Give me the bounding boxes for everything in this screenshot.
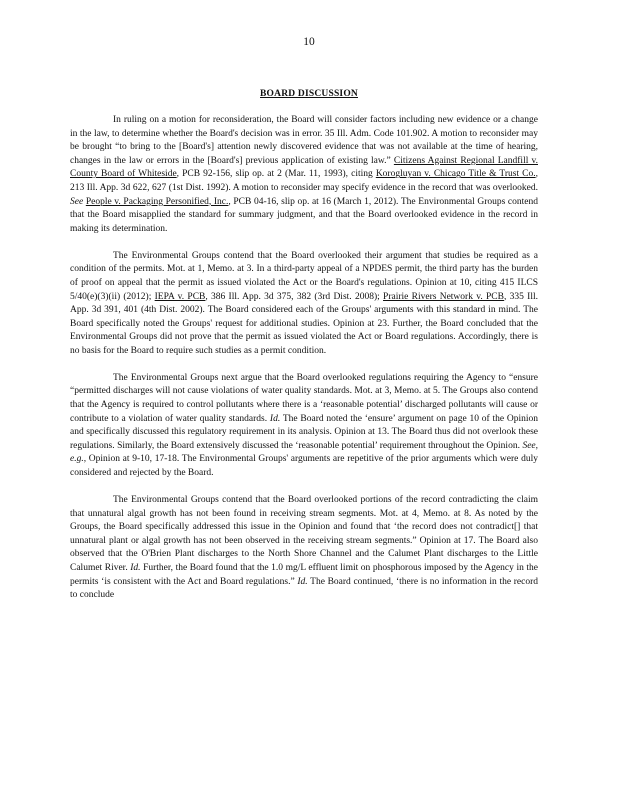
page-number: 10 (303, 36, 315, 48)
body-paragraph (70, 250, 538, 359)
section-heading-text: BOARD DISCUSSION (260, 89, 358, 99)
body-paragraph (70, 372, 538, 481)
case-citation: Korogluyan v. Chicago Title & Trust Co. (375, 169, 536, 180)
paragraph-text: Further, the Board found that the 1.0 mg/L effluent limit on phosphorous imposed by the Agency in the permits ‘is consistent with the Act and Board regulations.” (70, 562, 538, 587)
paragraph-text: , 386 Ill. App. 3d 375, 382 (3rd Dist. 2008); (205, 291, 384, 302)
paragraph-text: The Environmental Groups contend that the Board overlooked their argument that studies be required as a condition of the permits. Mot. at 1, Memo. at 3. In a third-party appeal of a NPDES permit, the third party has the burden of proof on appeal that the permit as issued violated the Act or the Board's regulations. Opinion at 10, citing 415 ILCS 5/40(e)(3)(ii) (2012); (70, 250, 538, 302)
paragraph-text: , PCB 04-16, slip op. at 16 (March 1, 2012). The Environmental Groups contend that the Board misapplied the standard for summary judgment, and that the Board overlooked evidence in the record in making its determination. (70, 196, 539, 234)
case-citation: Citizens Against Regional Landfill v. County Board of Whiteside (70, 155, 538, 180)
paragraph-text: , 213 Ill. App. 3d 622, 627 (1st Dist. 1992). A motion to reconsider may specify evidence in the record that was overlooked. (70, 169, 538, 193)
signal-word: See (70, 196, 84, 207)
document-body (70, 114, 538, 616)
paragraph-text: The Environmental Groups contend that the Board overlooked portions of the record contradicting the claim that unnatural algal growth has not been found in receiving stream segments. Mot. at 4, Memo. at 8. As noted by the Groups, the Board specifically addressed this issue in the Opinion and found that ‘the record does not contradict[] that unnatural plant or algal growth has not been observed in the receiving stream segments.” Opinion at 17. The Board also observed that the O'Brien Plant discharges to the North Shore Channel and the Calumet Plant discharges to the Little Calumet River. (70, 495, 538, 573)
body-paragraph (70, 114, 538, 236)
case-citation: People v. Packaging Personified, Inc. (85, 196, 229, 207)
signal-word: See, e.g., (70, 440, 538, 465)
paragraph-text: The Board continued, ‘there is no information in the record to conclude (70, 576, 538, 601)
signal-word: Id. (297, 576, 308, 587)
case-citation: IEPA v. PCB (154, 291, 206, 302)
body-paragraph (70, 494, 538, 603)
case-citation: Prairie Rivers Network v. PCB (383, 291, 504, 302)
signal-word: Id. (130, 562, 141, 573)
paragraph-text: Opinion at 9-10, 17-18. The Environmental Groups' arguments are repetitive of the prior arguments which were duly considered and rejected by the Board. (70, 454, 538, 479)
paragraph-text: , 335 Ill. App. 3d 391, 401 (4th Dist. 2002). The Board considered each of the Groups' arguments with this standard in mind. The Board specifically noted the Groups' request for additional studies. Opinion at 23. Further, the Board concluded that the Environmental Groups did not prove that the permit as issued violated the Act or Board regulations. Accordingly, there is no basis for the Board to require such studies as a permit condition. (70, 291, 538, 356)
paragraph-text: , PCB 92-156, slip op. at 2 (Mar. 11, 1993), citing (176, 169, 376, 180)
signal-word: Id. (269, 413, 281, 424)
paragraph-text: The Board noted the ‘ensure’ argument on page 10 of the Opinion and specifically discussed this regulatory requirement in its analysis. Opinion at 13. The Board thus did not overlook these regulations. Similarly, the Board extensively discussed the ‘reasonable potential’ requirement throughout the Opinion. (70, 413, 539, 451)
section-heading (0, 89, 618, 99)
paragraph-text: In ruling on a motion for reconsideration, the Board will consider factors including new evidence or a change in the law, to determine whether the Board's decision was in error. 35 Ill. Adm. Code 101.902. A motion to reconsider may be brought “to bring to the [Board's] attention newly discovered evidence that was not available at the time of hearing, changes in the law or errors in the [Board's] previous application of existing law.” (70, 115, 538, 166)
paragraph-text: The Environmental Groups next argue that the Board overlooked regulations requiring the Agency to “ensure “permitted discharges will not cause violations of water quality standards. Mot. at 3, Memo. at 5. The Groups also contend that the Agency is required to control pollutants where there is a ‘reasonable potential’ discharged pollutants will cause or contribute to a violation of water quality standards. (70, 372, 538, 424)
